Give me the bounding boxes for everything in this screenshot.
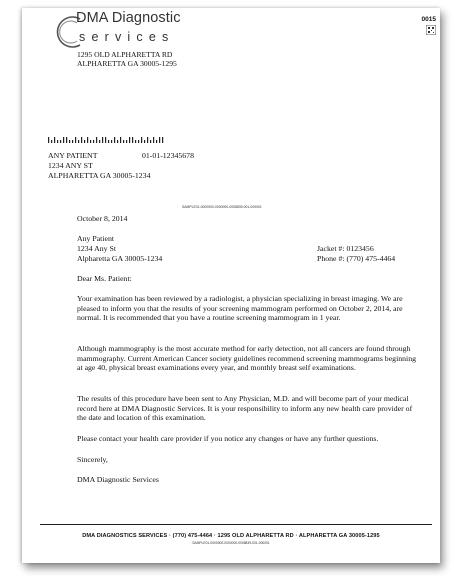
- sender-city: ALPHARETTA GA 30005-1295: [77, 59, 177, 68]
- phone-number: Phone #: (770) 475-4464: [317, 254, 396, 263]
- footer-divider: [40, 524, 432, 525]
- inside-street: 1234 Any St: [77, 244, 116, 253]
- recipient-account: 01-01-12345678: [142, 151, 194, 160]
- recipient-city: ALPHARETTA GA 30005-1234: [48, 171, 151, 180]
- logo-subtitle: services: [79, 30, 175, 44]
- logo-name: DMA Diagnostic: [76, 10, 181, 26]
- sender-street: 1295 OLD ALPHARETTA RD: [77, 50, 173, 59]
- recipient-street: 1234 ANY ST: [48, 161, 93, 170]
- paragraph-records: The results of this procedure have been sent to Any Physician, M.D. and will become part of your medical record here at DMA Diagnostic Services. It is your responsibility to inform any new health care provider of the date and location of this examination.: [77, 394, 413, 423]
- paragraph-guidelines: Although mammography is the most accurate method for early detection, not all cancers are found through mammography. Current American Cancer society guidelines recommend screening mammograms beginning at age 40, physical breast examinations every year, and monthly breast self examinations.: [77, 344, 416, 373]
- page-code: 0015: [421, 16, 436, 23]
- salutation: Dear Ms. Patient:: [77, 274, 132, 283]
- jacket-number: Jacket #: 0123456: [317, 244, 374, 253]
- signature: DMA Diagnostic Services: [77, 475, 159, 484]
- paragraph-contact: Please contact your health care provider if you notice any changes or have any further questions.: [77, 434, 379, 443]
- recipient-name: ANY PATIENT: [48, 151, 98, 160]
- footer-code: SAMPLE01-0000000-0000000-0008839-001-000001: [192, 541, 270, 545]
- letter-page: [22, 8, 440, 563]
- qr-code-icon: [426, 25, 436, 35]
- closing: Sincerely,: [77, 455, 108, 464]
- sample-code: SAMPLE01-0000000-0000000-0008839-001-000001: [182, 205, 262, 209]
- inside-name: Any Patient: [77, 234, 115, 243]
- paragraph-results: Your examination has been reviewed by a radiologist, a physician specializing in breast imaging. We are pleased to inform you that the results of your screening mammogram performed on October 2, 2014, are normal. It is recommended that you have a routine screening mammogram in 1 year.: [77, 294, 403, 323]
- inside-city: Alpharetta GA 30005-1234: [77, 254, 163, 263]
- letter-date: October 8, 2014: [77, 214, 128, 223]
- footer-address: DMA DIAGNOSTICS SERVICES · (770) 475-4464 · 1295 OLD ALPHARETTA RD · ALPHARETTA GA 30005-1295: [82, 533, 380, 539]
- postal-barcode: [48, 137, 166, 143]
